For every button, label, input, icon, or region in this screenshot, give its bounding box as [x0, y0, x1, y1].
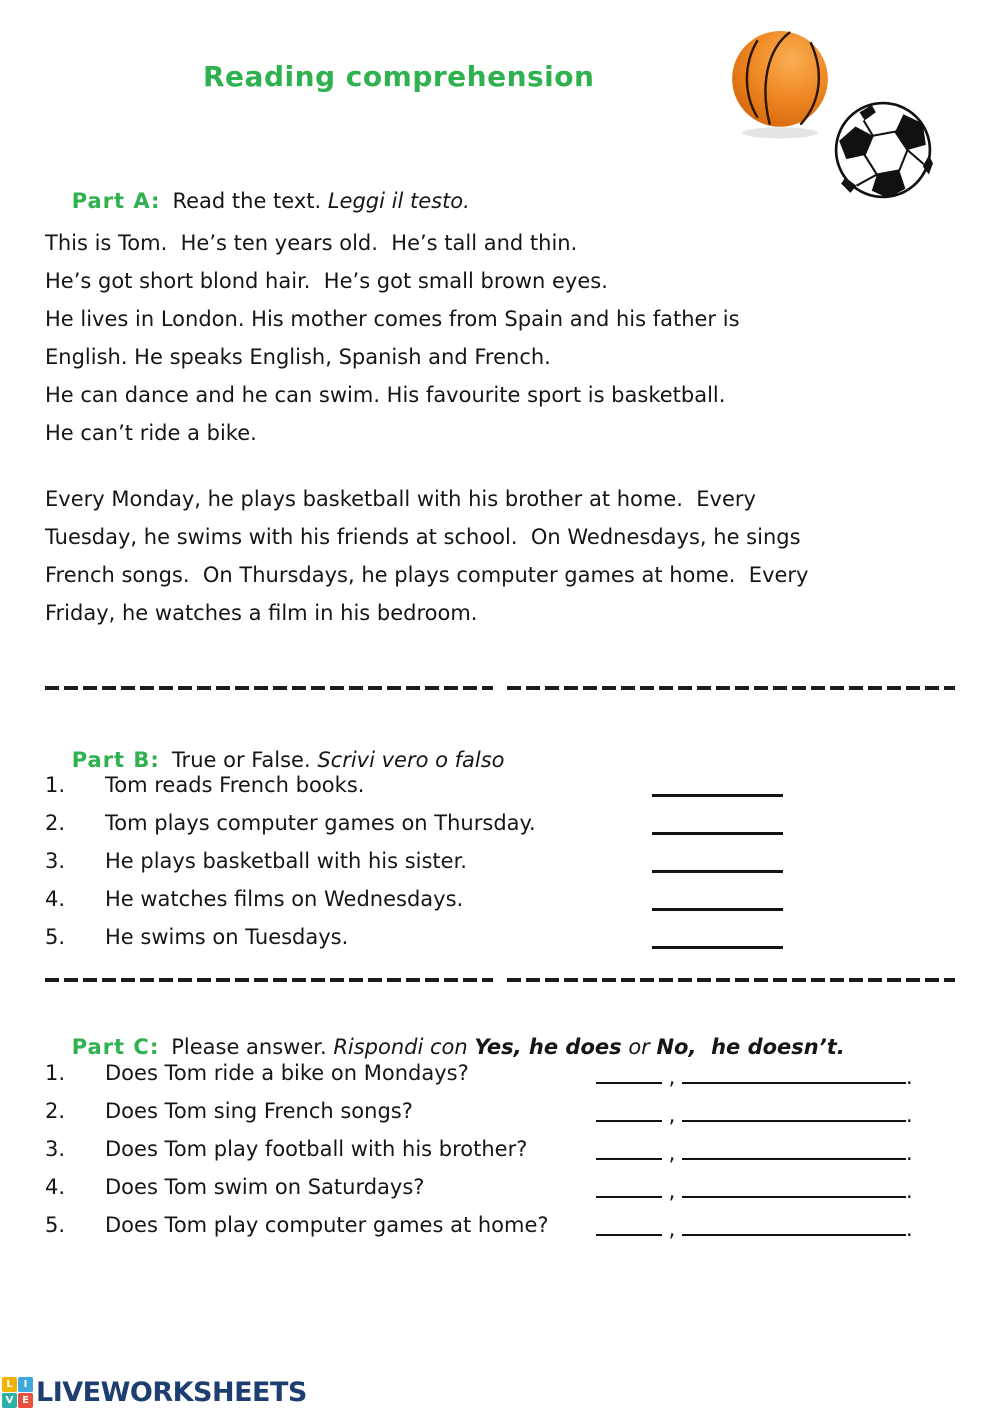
question-item — [45, 1210, 955, 1244]
part-c-instruction: Please answer. — [171, 1035, 334, 1059]
true-false-item — [45, 922, 955, 956]
passage-line: This is Tom. He’s ten years old. He’s tall and thin. — [45, 231, 578, 255]
answer-group — [596, 1134, 913, 1168]
question-item — [45, 1172, 955, 1206]
part-c-final-period: . — [836, 1035, 845, 1059]
answer-blank[interactable] — [652, 922, 783, 949]
passage-paragraph-1 — [45, 224, 740, 452]
part-c-italian-prefix: Rispondi con — [333, 1035, 475, 1059]
divider-segment — [507, 686, 955, 690]
passage-line: Tuesday, he swims with his friends at school. On Wednesdays, he sings — [45, 525, 801, 549]
logo-letter-l: L — [2, 1377, 17, 1392]
part-b-instruction-italian: Scrivi vero o falso — [317, 748, 505, 772]
passage-line: English. He speaks English, Spanish and French. — [45, 345, 551, 369]
passage-line: He can’t ride a bike. — [45, 421, 257, 445]
question-item — [45, 1134, 955, 1168]
question-item — [45, 1058, 955, 1092]
item-number: 1. — [45, 1061, 66, 1085]
answer-separator: , — [662, 1141, 683, 1165]
brand-name: LIVEWORKSHEETS — [36, 1376, 307, 1408]
answer-blank[interactable] — [652, 770, 783, 797]
answer-separator: , — [662, 1103, 683, 1127]
part-c-option-yes-tail: he does — [528, 1035, 622, 1059]
liveworksheets-grid-icon — [2, 1377, 33, 1408]
answer-group — [596, 1172, 913, 1206]
item-number: 2. — [45, 1099, 66, 1123]
answer-separator: , — [662, 1217, 683, 1241]
divider-segment — [45, 978, 493, 982]
page-title: Reading comprehension — [203, 60, 595, 93]
answer-blank-long[interactable] — [682, 1058, 906, 1084]
answer-blank-short[interactable] — [596, 1134, 662, 1160]
dashed-divider — [45, 978, 955, 982]
liveworksheets-logo[interactable] — [2, 1374, 307, 1410]
part-b-instruction: True or False. — [171, 748, 318, 772]
answer-separator: , — [662, 1065, 683, 1089]
part-c-label: Part C: — [71, 1035, 160, 1059]
item-text: Does Tom ride a bike on Mondays? — [105, 1061, 469, 1085]
true-false-item — [45, 846, 955, 880]
item-number: 4. — [45, 887, 66, 911]
passage-line: French songs. On Thursdays, he plays computer games at home. Every — [45, 563, 809, 587]
item-number: 3. — [45, 1137, 66, 1161]
answer-blank[interactable] — [652, 884, 783, 911]
answer-group — [596, 1058, 913, 1092]
soccer-ball-icon — [831, 99, 935, 201]
item-text: Does Tom play football with his brother? — [105, 1137, 528, 1161]
answer-group — [596, 1210, 913, 1244]
item-number: 3. — [45, 849, 66, 873]
item-text: Does Tom play computer games at home? — [105, 1213, 549, 1237]
true-false-item — [45, 808, 955, 842]
logo-letter-v: V — [2, 1393, 17, 1408]
answer-blank-long[interactable] — [682, 1172, 906, 1198]
item-number: 5. — [45, 925, 66, 949]
answer-blank[interactable] — [652, 808, 783, 835]
true-false-item — [45, 770, 955, 804]
item-text: He swims on Tuesdays. — [105, 925, 349, 949]
part-b-label: Part B: — [71, 748, 160, 772]
item-text: Tom plays computer games on Thursday. — [105, 811, 536, 835]
item-number: 2. — [45, 811, 66, 835]
answer-period: . — [906, 1103, 913, 1127]
divider-segment — [507, 978, 955, 982]
passage-line: Every Monday, he plays basketball with his brother at home. Every — [45, 487, 756, 511]
answer-period: . — [906, 1065, 913, 1089]
item-number: 5. — [45, 1213, 66, 1237]
part-a-instruction-italian: Leggi il testo. — [327, 189, 470, 213]
basketball-illustration — [729, 28, 831, 140]
logo-letter-i: I — [18, 1377, 33, 1392]
answer-blank[interactable] — [652, 846, 783, 873]
item-text: He watches films on Wednesdays. — [105, 887, 464, 911]
passage-line: He can dance and he can swim. His favourite sport is basketball. — [45, 383, 726, 407]
soccer-ball-illustration — [831, 99, 935, 201]
logo-letter-e: E — [18, 1393, 33, 1408]
part-c-option-yes: Yes, — [474, 1035, 529, 1059]
question-item — [45, 1096, 955, 1130]
part-c-option-no: No, he doesn’t — [656, 1035, 837, 1059]
answer-period: . — [906, 1141, 913, 1165]
part-a-instruction: Read the text. — [172, 189, 328, 213]
true-false-item — [45, 884, 955, 918]
passage-line: He’s got short blond hair. He’s got small brown eyes. — [45, 269, 608, 293]
item-text: He plays basketball with his sister. — [105, 849, 467, 873]
item-text: Does Tom swim on Saturdays? — [105, 1175, 425, 1199]
answer-blank-short[interactable] — [596, 1210, 662, 1236]
basketball-icon — [729, 28, 831, 140]
dashed-divider — [45, 686, 955, 690]
passage-line: He lives in London. His mother comes from Spain and his father is — [45, 307, 740, 331]
answer-period: . — [906, 1217, 913, 1241]
passage-paragraph-2 — [45, 480, 808, 632]
answer-blank-long[interactable] — [682, 1134, 906, 1160]
answer-blank-short[interactable] — [596, 1058, 662, 1084]
answer-blank-long[interactable] — [682, 1210, 906, 1236]
answer-period: . — [906, 1179, 913, 1203]
part-c-or-word: or — [621, 1035, 657, 1059]
part-a-label: Part A: — [71, 189, 161, 213]
passage-line: Friday, he watches a film in his bedroom. — [45, 601, 478, 625]
item-number: 4. — [45, 1175, 66, 1199]
divider-segment — [45, 686, 493, 690]
answer-blank-short[interactable] — [596, 1172, 662, 1198]
item-text: Tom reads French books. — [105, 773, 365, 797]
item-text: Does Tom sing French songs? — [105, 1099, 413, 1123]
answer-blank-short[interactable] — [596, 1096, 662, 1122]
item-number: 1. — [45, 773, 66, 797]
answer-separator: , — [662, 1179, 683, 1203]
answer-group — [596, 1096, 913, 1130]
answer-blank-long[interactable] — [682, 1096, 906, 1122]
